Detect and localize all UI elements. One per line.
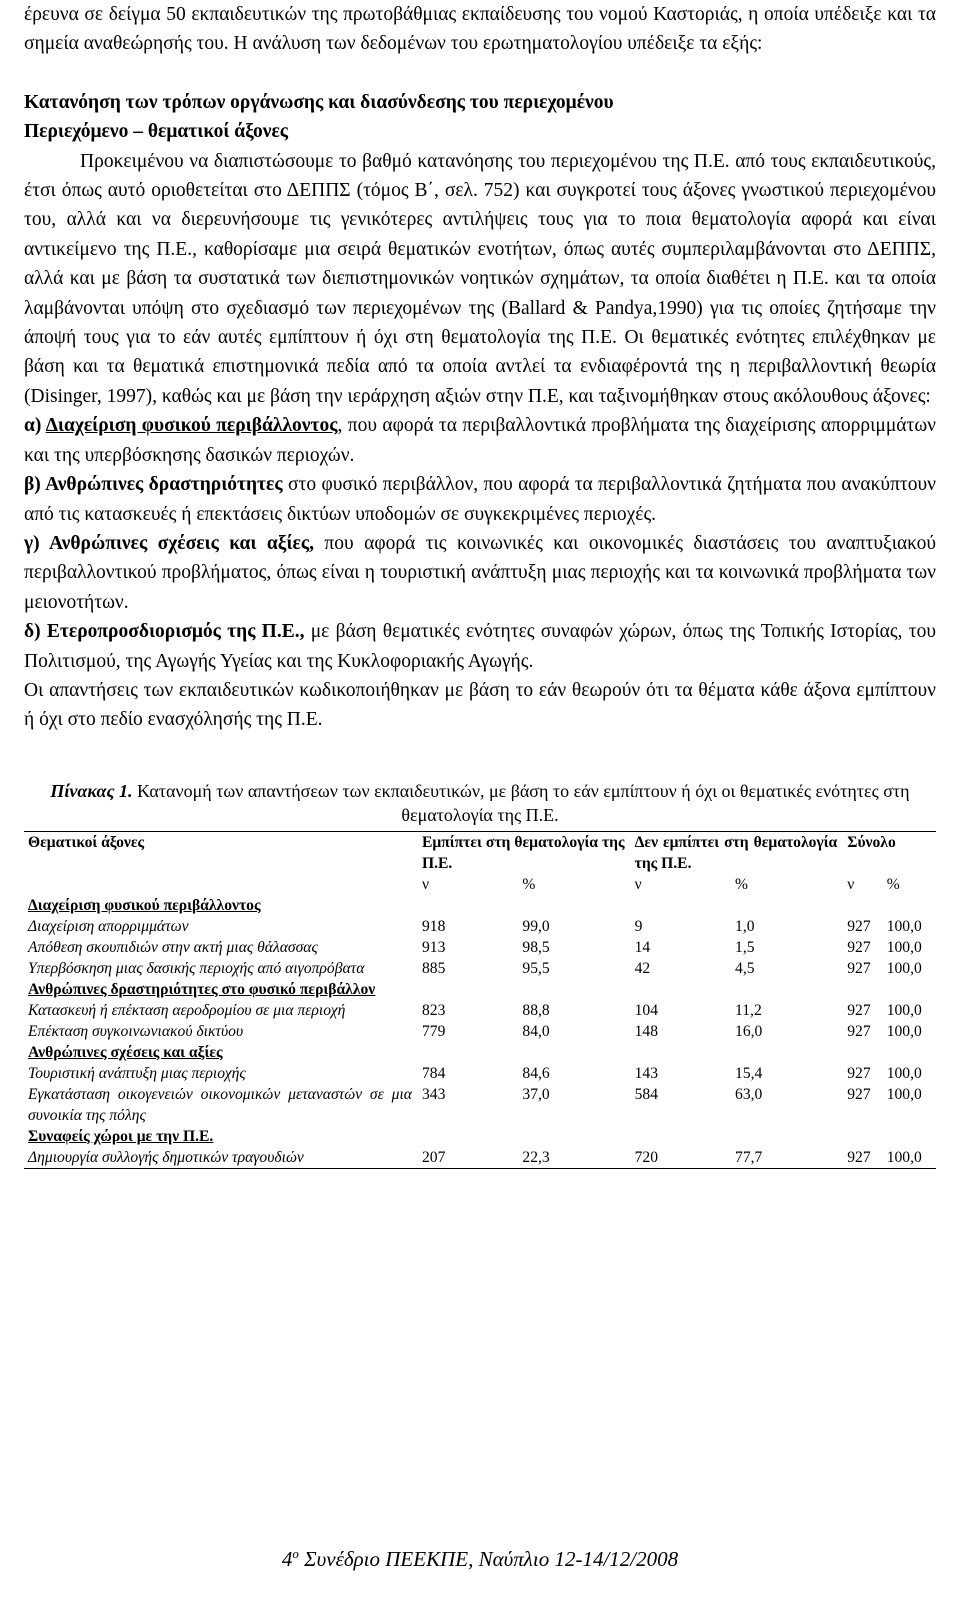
cell-total-n: 927	[843, 1147, 882, 1169]
cell-out-n: 42	[634, 959, 651, 977]
cell-in-pct: 88,8	[522, 1001, 550, 1019]
subsection-heading: Περιεχόμενο – θεματικοί άξονες	[24, 121, 289, 143]
subheader-total-pct: %	[886, 875, 900, 893]
table-row	[24, 1021, 936, 1042]
cell-out-pct: 11,2	[735, 1001, 762, 1019]
results-table	[24, 831, 936, 1169]
cell-out-pct: 15,4	[735, 1064, 763, 1082]
cell-total-n: 927	[847, 1001, 871, 1019]
table-row	[24, 937, 936, 958]
axis-a-label: α)	[24, 415, 46, 437]
axis-d-title: δ) Ετεροπροσδιορισμός της Π.Ε.,	[24, 621, 305, 643]
group-title: Συναφείς χώροι με την Π.Ε.	[28, 1127, 214, 1145]
cell-in-pct: 99,0	[522, 917, 550, 935]
footer-number: 4	[281, 1547, 293, 1571]
subheader-total-n: ν	[847, 875, 855, 893]
axis-d-text: με βάση θεματικές ενότητες συναφών χώρων, όπως της Τοπικής Ιστορίας, του Πολιτισμού, της Αγωγής Υγείας και της Κυκλοφοριακής Αγωγής.	[24, 621, 936, 672]
cell-total-pct: 100,0	[886, 938, 922, 956]
row-label: Διαχείριση απορριμμάτων	[28, 917, 189, 935]
table-caption-label: Πίνακας 1.	[50, 780, 133, 801]
header-total: Σύνολο	[843, 831, 936, 874]
cell-in-pct: 84,0	[522, 1022, 550, 1040]
table-group-row	[24, 979, 936, 1000]
cell-total-n: 927	[847, 959, 871, 977]
axis-c-title: γ) Ανθρώπινες σχέσεις και αξίες,	[24, 532, 314, 554]
cell-total-pct: 100,0	[886, 917, 922, 935]
cell-in-pct: 84,6	[522, 1064, 550, 1082]
row-label: Δημιουργία συλλογής δημοτικών τραγουδιών	[24, 1147, 418, 1169]
paragraph-intro: έρευνα σε δείγμα 50 εκπαιδευτικών της πρωτοβάθμιας εκπαίδευσης του νομού Καστοριάς, η οποία υπέδειξε και τα σημεία αναθεώρησής του. Η ανάλυση των δεδομένων του ερωτηματολογίου υπέδειξε τα εξής:	[24, 4, 936, 55]
cell-out-n: 143	[634, 1064, 659, 1082]
section-heading: Κατανόηση των τρόπων οργάνωσης και διασύνδεσης του περιεχομένου	[24, 91, 614, 113]
cell-in-pct: 95,5	[522, 959, 550, 977]
axis-c-text: που αφορά τις κοινωνικές και οικονομικές διαστάσεις του αναπτυξιακού περιβαλλοντικού προβλήματος, όπως είναι η τουριστική ανάπτυξη μιας περιοχής και τα κοινωνικά προβλήματα των μειονοτήτων.	[24, 532, 936, 613]
cell-in-pct: 37,0	[522, 1085, 550, 1103]
axis-b-text: στο φυσικό περιβάλλον, που αφορά τα περιβαλλοντικά ζητήματα που ανακύπτουν από τις κατασκευές ή επεκτάσεις δικτύων υποδομών σε συγκεκριμένες περιοχές.	[24, 474, 936, 525]
row-label: Απόθεση σκουπιδιών στην ακτή μιας θάλασσας	[28, 938, 318, 956]
row-label: Υπερβόσκηση μιας δασικής περιοχής από αιγοπρόβατα	[28, 959, 365, 977]
cell-out-n: 104	[634, 1001, 659, 1019]
cell-in-n: 343	[422, 1085, 446, 1103]
paragraph-coding: Οι απαντήσεις των εκπαιδευτικών κωδικοποιήθηκαν με βάση το εάν θεωρούν ότι τα θέματα κάθε άξονα εμπίπτουν ή όχι στο πεδίο ενασχόλησής της Π.Ε.	[24, 679, 936, 731]
cell-total-pct: 100,0	[886, 959, 922, 977]
table-caption	[24, 779, 936, 827]
cell-out-pct: 63,0	[735, 1085, 763, 1103]
header-in: Εμπίπτει στη θεματολογία της Π.Ε.	[418, 831, 631, 874]
axis-d-paragraph	[24, 617, 936, 676]
table-group-row	[24, 1042, 936, 1063]
subheader-out-pct: %	[735, 875, 749, 893]
table-row	[24, 958, 936, 979]
page-footer	[0, 1546, 960, 1572]
group-title: Ανθρώπινες σχέσεις και αξίες	[28, 1043, 223, 1061]
cell-out-pct: 77,7	[731, 1147, 843, 1169]
cell-in-n: 913	[422, 938, 446, 956]
cell-total-pct: 100,0	[886, 1001, 922, 1019]
table-row	[24, 1084, 936, 1126]
cell-in-n: 885	[422, 959, 446, 977]
cell-out-n: 720	[631, 1147, 731, 1169]
cell-out-n: 9	[634, 917, 643, 935]
row-label: Τουριστική ανάπτυξη μιας περιοχής	[28, 1064, 246, 1082]
group-title: Διαχείριση φυσικού περιβάλλοντος	[28, 896, 261, 914]
footer-text: Συνέδριο ΠΕΕΚΠΕ, Ναύπλιο 12-14/12/2008	[298, 1547, 679, 1571]
cell-out-pct: 16,0	[735, 1022, 763, 1040]
axis-a-text: , που αφορά τα περιβαλλοντικά προβλήματα της διαχείρισης απορριμμάτων και της υπερβόσκησης δασικών περιοχών.	[24, 415, 936, 466]
axis-b-title: β) Ανθρώπινες δραστηριότητες	[24, 474, 283, 496]
cell-out-n: 14	[634, 938, 651, 956]
table-group-row	[24, 1126, 936, 1147]
cell-total-n: 927	[847, 938, 871, 956]
cell-out-n: 584	[634, 1085, 659, 1103]
header-axes: Θεματικοί άξονες	[24, 831, 418, 874]
table-row	[24, 1063, 936, 1084]
cell-out-pct: 4,5	[735, 959, 755, 977]
cell-total-n: 927	[847, 1085, 871, 1103]
subheader-in-n: ν	[422, 875, 430, 893]
cell-in-n: 207	[418, 1147, 518, 1169]
cell-total-n: 927	[847, 917, 871, 935]
footer-ordinal: ο	[292, 1546, 299, 1561]
table-row	[24, 1147, 936, 1169]
table-caption-text: Κατανομή των απαντήσεων των εκπαιδευτικών, με βάση το εάν εμπίπτουν ή όχι οι θεματικές ενότητες στη θεματολογία της Π.Ε.	[132, 780, 910, 825]
table-row	[24, 1000, 936, 1021]
table-row	[24, 916, 936, 937]
cell-in-pct: 98,5	[522, 938, 550, 956]
axis-a-title: Διαχείριση φυσικού περιβάλλοντος	[45, 415, 338, 437]
cell-out-pct: 1,0	[735, 917, 755, 935]
subheader-out-n: ν	[634, 875, 642, 893]
cell-in-pct: 22,3	[518, 1147, 630, 1169]
table-subheader-row	[24, 874, 936, 895]
cell-out-pct: 1,5	[735, 938, 755, 956]
cell-total-pct: 100,0	[886, 1022, 922, 1040]
table-header-row	[24, 831, 936, 874]
row-label: Κατασκευή ή επέκταση αεροδρομίου σε μια περιοχή	[28, 1001, 346, 1019]
header-out: Δεν εμπίπτει στη θεματολογία της Π.Ε.	[631, 831, 844, 874]
paragraph-content: Προκειμένου να διαπιστώσουμε το βαθμό κατανόησης του περιεχομένου της Π.Ε. από τους εκπαιδευτικούς, έτσι όπως αυτό οριοθετείται στο ΔΕΠΠΣ (τόμος Β΄, σελ. 752) και συγκροτεί τους άξονες γνωστικού περιεχομένου του, αλλά και να διερευνήσουμε τις γενικότερες αντιλήψεις τους για το ποια θεματολογία αφορά και είναι αντικείμενο της Π.Ε., καθορίσαμε μια σειρά θεματικών ενοτήτων, όπως αυτές συμπεριλαμβάνονται στο ΔΕΠΠΣ, αλλά και με βάση τα συστατικά των διεπιστημονικών νοητικών σχημάτων, τα οποία διαθέτει η Π.Ε. και τα οποία λαμβάνονται υπόψη στο σχεδιασμό των περιεχομένων της (Ballard & Pandya,1990) για τις οποίες ζητήσαμε την άποψή τους για το εάν αυτές εμπίπτουν ή όχι στη θεματολογία της Π.Ε. Οι θεματικές ενότητες επιλέχθηκαν με βάση και τα θεματικά επιστημονικά πεδία από τα οποία αντλεί τα ενδιαφέροντά της η περιβαλλοντική θεωρία (Disinger, 1997), καθώς και με βάση την ιεράρχηση αξιών στην Π.Ε, και ταξινομήθηκαν στους ακόλουθους άξονες:	[24, 150, 936, 407]
axis-b-paragraph	[24, 470, 936, 529]
group-title: Ανθρώπινες δραστηριότητες στο φυσικό περιβάλλον	[28, 980, 376, 998]
cell-total-n: 927	[847, 1022, 871, 1040]
cell-in-n: 784	[422, 1064, 446, 1082]
cell-out-n: 148	[634, 1022, 659, 1040]
axis-a-paragraph	[24, 411, 936, 470]
cell-total-pct: 100,0	[886, 1064, 922, 1082]
cell-total-pct: 100,0	[883, 1147, 936, 1169]
cell-in-n: 823	[422, 1001, 446, 1019]
cell-total-pct: 100,0	[886, 1085, 922, 1103]
cell-in-n: 918	[422, 917, 446, 935]
axis-c-paragraph	[24, 529, 936, 617]
subheader-in-pct: %	[522, 875, 536, 893]
page-body	[24, 0, 936, 1169]
cell-total-n: 927	[847, 1064, 871, 1082]
row-label: Εγκατάσταση οικογενειών οικονομικών μεταναστών σε μια συνοικία της πόλης	[28, 1085, 412, 1124]
row-label: Επέκταση συγκοινωνιακού δικτύου	[28, 1022, 244, 1040]
cell-in-n: 779	[422, 1022, 446, 1040]
table-group-row	[24, 895, 936, 916]
